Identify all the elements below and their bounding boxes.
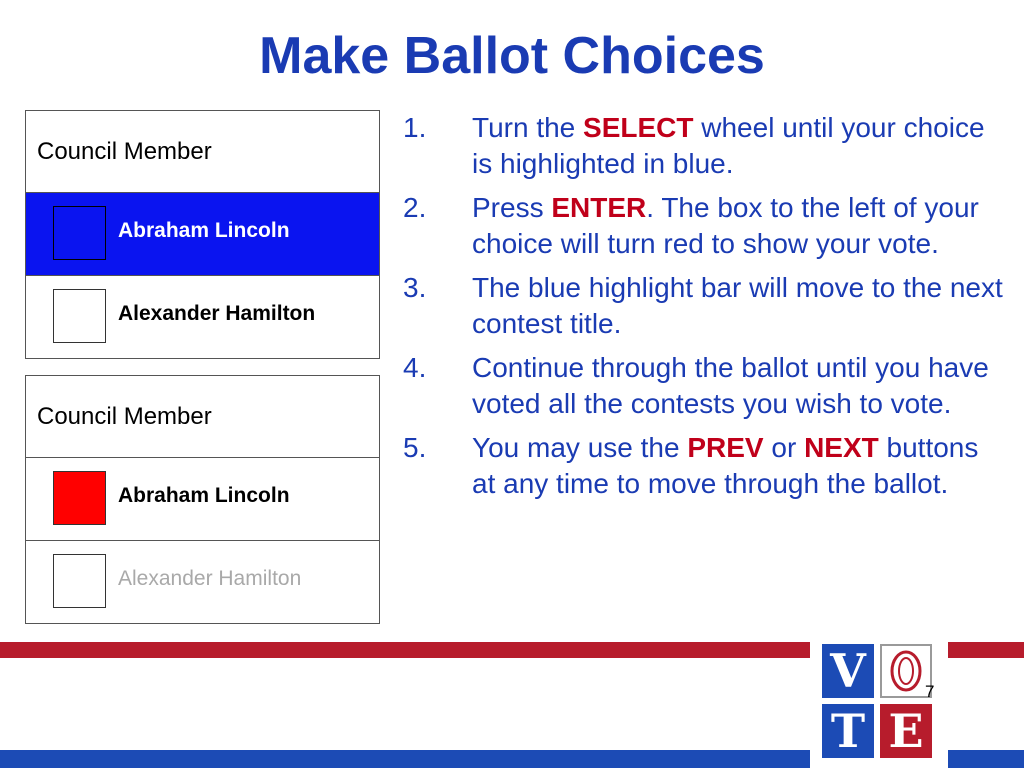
instruction-list [403, 110, 1003, 510]
step-text: wheel until your choice is highlighted in blue. [472, 112, 985, 179]
logo-letter-t: T [822, 704, 874, 758]
candidate-row[interactable] [26, 540, 379, 623]
vote-checkbox-selected[interactable] [53, 471, 106, 525]
instruction-step [403, 190, 1003, 262]
step-text: buttons at any time to move through the ballot. [472, 432, 979, 499]
step-text: The blue highlight bar will move to the next contest title. [472, 272, 1003, 339]
instruction-step [403, 270, 1003, 342]
ballot-panel-after-vote [25, 375, 380, 624]
candidate-row-voted[interactable] [26, 458, 379, 540]
step-text: or [763, 432, 805, 463]
instruction-step [403, 110, 1003, 182]
vote-checkbox[interactable] [53, 554, 106, 608]
slide-number: 7 [925, 682, 935, 701]
step-number: 1. [403, 112, 427, 143]
logo-letter-v: V [822, 644, 874, 698]
contest-title: Council Member [26, 376, 379, 458]
step-text: Turn the [472, 112, 584, 143]
vote-checkbox[interactable] [53, 289, 106, 343]
step-text: You may use the [472, 432, 688, 463]
contest-title: Council Member [26, 111, 379, 193]
candidate-row[interactable] [26, 275, 379, 358]
slide-title: Make Ballot Choices [259, 27, 765, 85]
instruction-step [403, 430, 1003, 502]
prev-keyword: PREV [687, 432, 764, 463]
logo-letter-e: E [880, 704, 932, 758]
step-text: . The box to the left of your choice will turn red to show your vote. [472, 192, 979, 259]
ballot-panel-before-vote [25, 110, 380, 359]
step-number: 3. [403, 272, 427, 303]
candidate-name: Abraham Lincoln [118, 219, 290, 242]
candidate-name: Alexander Hamilton [118, 302, 316, 325]
step-number: 2. [403, 192, 427, 223]
next-keyword: NEXT [804, 432, 879, 463]
candidate-name: Abraham Lincoln [118, 484, 290, 507]
step-number: 4. [403, 352, 427, 383]
candidate-name: Alexander Hamilton [118, 567, 302, 590]
enter-keyword: ENTER [551, 192, 647, 223]
step-text: Press [472, 192, 552, 223]
vote-checkbox[interactable] [53, 206, 106, 260]
candidate-row-highlighted[interactable] [26, 193, 379, 275]
step-number: 5. [403, 432, 427, 463]
instruction-step [403, 350, 1003, 422]
select-keyword: SELECT [583, 112, 694, 143]
step-text: Continue through the ballot until you have voted all the contests you wish to vote. [472, 352, 989, 419]
